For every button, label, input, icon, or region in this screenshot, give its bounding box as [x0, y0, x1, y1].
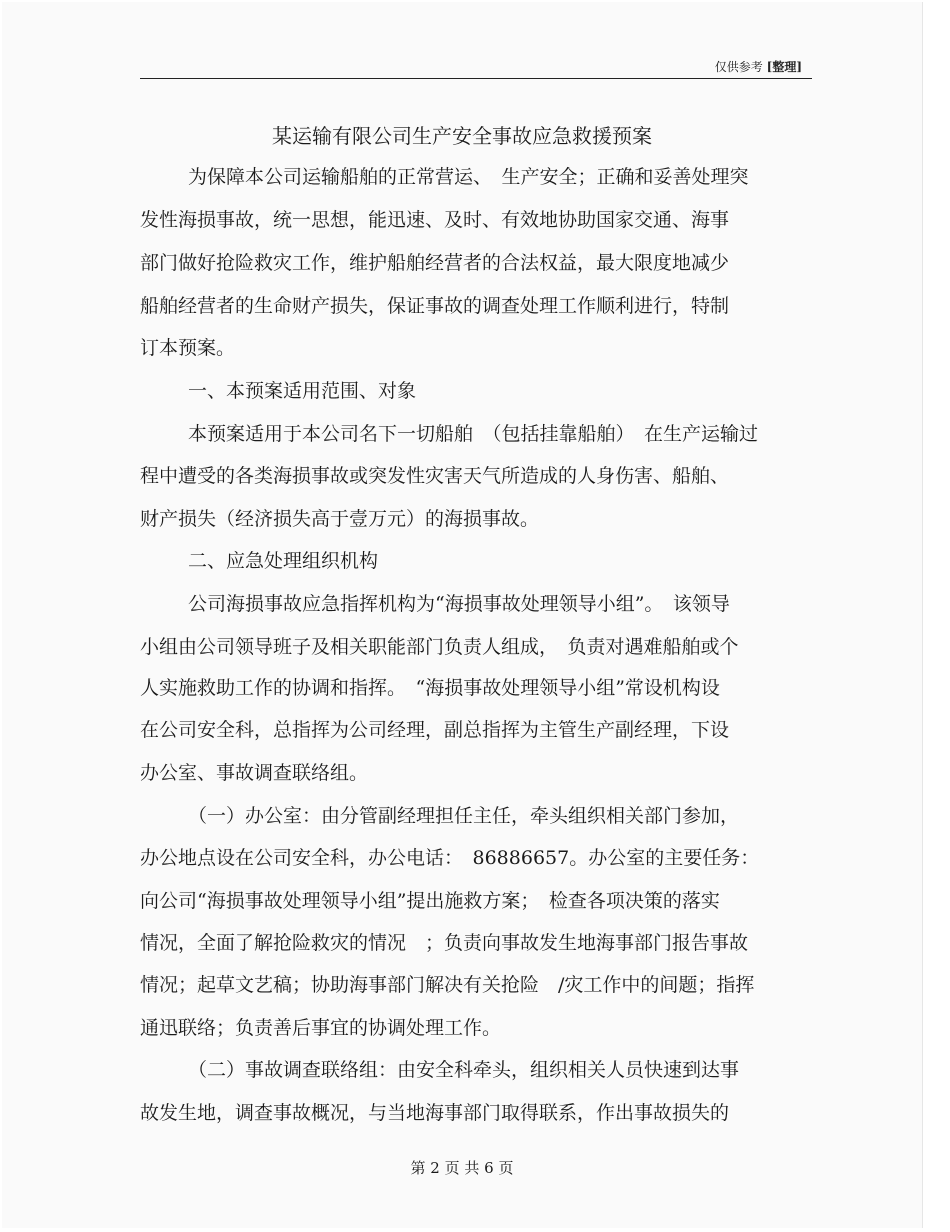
page-footer: 第 2 页 共 6 页	[410, 1159, 514, 1177]
document-page	[2, 2, 923, 1228]
body-line: 在公司安全科，总指挥为公司经理，副总指挥为主管生产副经理，下设	[140, 719, 730, 741]
body-line: 订本预案。	[140, 337, 236, 359]
body-line: 情况；起草文艺稿；协助海事部门解决有关抢险 /灾工作中的间题；指挥	[140, 974, 755, 996]
body-line: 财产损失（经济损失高于壹万元）的海损事故。	[140, 508, 540, 530]
section-heading: 一、本预案适用范围、对象	[188, 380, 417, 402]
body-line: 向公司“海损事故处理领导小组”提出施救方案； 检查各项决策的落实	[140, 890, 720, 912]
document-title: 某运输有限公司生产安全事故应急救援预案	[272, 124, 652, 148]
body-line: 为保障本公司运输船舶的正常营运、 生产安全；正确和妥善处理突	[188, 166, 749, 188]
header-tag: [整理]	[766, 60, 802, 74]
body-line: 小组由公司领导班子及相关职能部门负责人组成， 负责对遇难船舶或个	[140, 636, 739, 658]
body-line: 办公室、事故调查联络组。	[140, 762, 369, 784]
body-line: 情况，全面了解抢险救灾的情况 ；负责向事故发生地海事部门报告事故	[140, 932, 749, 954]
body-line: 部门做好抢险救灾工作，维护船舶经营者的合法权益，最大限度地减少	[140, 252, 730, 274]
body-line: 通迅联络；负责善后事宜的协调处理工作。	[140, 1017, 502, 1039]
body-line: 程中遭受的各类海损事故或突发性灾害天气所造成的人身伤害、船舶、	[140, 465, 730, 487]
body-line: 本预案适用于本公司名下一切船舶 （包括挂靠船舶） 在生产运输过	[188, 423, 759, 445]
body-line: 公司海损事故应急指挥机构为“海损事故处理领导小组”。 该领导	[188, 593, 730, 615]
body-line: 发性海损事故，统一思想，能迅速、及时、有效地协助国家交通、海事	[140, 209, 730, 231]
header-rule	[140, 78, 812, 79]
body-line: 故发生地，调查事故概况，与当地海事部门取得联系，作出事故损失的	[140, 1102, 730, 1124]
header-note: 仅供参考	[714, 60, 763, 74]
section-heading: 二、应急处理组织机构	[188, 550, 379, 572]
body-line: （二）事故调查联络组：由安全科牵头，组织相关人员快速到达事	[188, 1059, 740, 1081]
page-header	[715, 58, 802, 75]
body-line: （一）办公室：由分管副经理担任主任，牵头组织相关部门参加，	[188, 805, 740, 827]
body-line: 办公地点设在公司安全科，办公电话： 86886657。办公室的主要任务：	[140, 847, 760, 869]
body-line: 船舶经营者的生命财产损失，保证事故的调查处理工作顺利进行，特制	[140, 295, 730, 317]
body-line: 人实施救助工作的协调和指挥。 “海损事故处理领导小组”常设机构设	[140, 677, 720, 699]
